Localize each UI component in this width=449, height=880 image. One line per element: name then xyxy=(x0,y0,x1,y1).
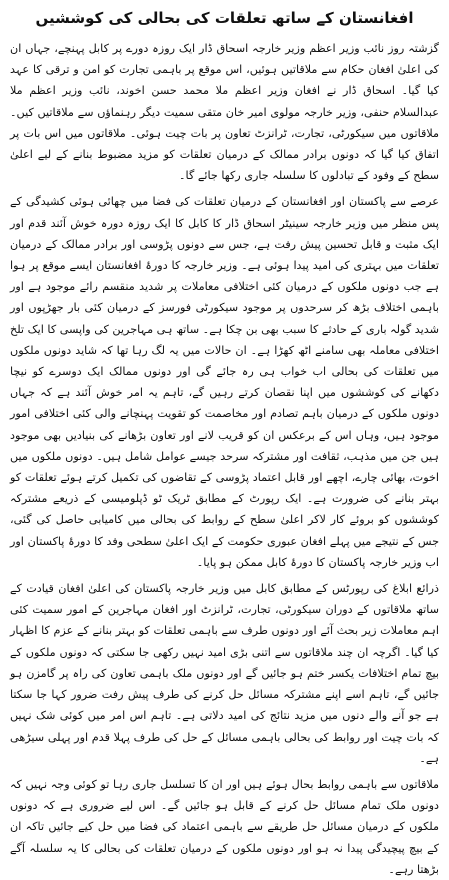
article-paragraph-1: گزشتہ روز نائب وزیر اعظم وزیر خارجہ اسحاق ڈار ایک روزہ دورے پر کابل پہنچے، جہاں ان کی اعلیٰ افغان حکام سے ملاقاتیں ہوئیں، اس موقع پر باہمی تجارت کو امن و ترقی کا عہد کیا گیا۔ اسحاق ڈار نے افغان وزیر اعظم ملا محمد حسن اخوند، نائب وزیر اعظم ملا عبدالسلام حنفی، وزیر خارجہ مولوی امیر خان متقی سمیت دیگر رہنماؤں سے ملاقاتیں کیں۔ ملاقاتوں میں سیکورٹی، تجارت، ٹرانزٹ تعاون پر بات چیت ہوئی۔ ملاقاتوں میں اس بات پر اتفاق کیا گیا کہ دونوں برادر ممالک کے درمیان تعلقات کو مزید مضبوط بنانے کے لیے اعلیٰ سطح کے وفود کے تبادلوں کا سلسلہ جاری رکھا جائے گا۔ xyxy=(10,42,439,183)
article-title: افغانستان کے ساتھ تعلقات کی بحالی کی کوششیں xyxy=(35,9,414,27)
article-paragraph-2: عرصے سے پاکستان اور افغانستان کے درمیان تعلقات کی فضا میں چھائی ہوئی کشیدگی کے پس منظر میں وزیر خارجہ سینیٹر اسحاق ڈار کا کابل کا ایک روزہ دورہ خوش آئند قدم اور ایک مثبت و قابل تحسین پیش رفت ہے، جس سے دونوں پڑوسی اور برادر ممالک کے درمیان تعلقات میں بہتری کی امید پیدا ہوئی ہے۔ وزیر خارجہ کا دورۂ افغانستان ایسے موقع پر ہوا ہے جب دونوں ملکوں کے درمیان کئی اختلافی معاملات پر شدید منقسم رائے موجود ہے اور باہمی اختلاف بڑھ کر سرحدوں پر موجود سیکورٹی فورسز کے درمیان کئی بار جھڑپوں اور شدید گولہ باری کے حادثے کا سبب بھی بن چکا ہے۔ ساتھ ہی مہاجرین کی واپسی کا ایک تلخ اختلافی معاملہ بھی سامنے اٹھ کھڑا ہے۔ ان حالات میں یہ لگ رہا تھا کہ شاید دونوں ملکوں میں تعلقات کی بحالی اب خواب ہی رہ جائے گی اور دونوں ممالک ایک دوسرے کو نیچا دکھانے کی کوششوں میں اپنا نقصان کرتے رہیں گے، تاہم یہ امر خوش آئند ہے کہ جہاں دونوں ملکوں کے درمیان باہم تصادم اور مخاصمت کو تقویت پہنچانے والی کئی اختلافی امور موجود ہیں، وہاں اس کے برعکس ان کو قریب لانے اور تعاون بڑھانے کی بنیادیں بھی موجود ہیں جن میں مذہب، ثقافت اور مشترکہ سرحد جیسے عوامل شامل ہیں۔ دونوں ملکوں میں اخوت، بھائی چارے، اچھے اور قابل اعتماد پڑوسی کے تقاضوں کی تکمیل کرتے ہوئے تعلقات کو بہتر بنانے کی ضرورت ہے۔ ایک رپورٹ کے مطابق ٹریک ٹو ڈپلومیسی کے ذریعے مشترکہ کوششوں کو بروئے کار لاکر اعلیٰ سطح کے روابط کی بحالی میں کامیابی حاصل کی گئی، جس کے نتیجے میں پہلے افغان عبوری حکومت کے ایک اعلیٰ سطحی وفد کا دورۂ پاکستان اور اب وزیر خارجہ پاکستان کا دورۂ کابل ممکن ہو پایا۔ xyxy=(10,195,439,569)
article-paragraph-4: ملاقاتوں سے باہمی روابط بحال ہوئے ہیں اور ان کا تسلسل جاری رہا تو کوئی وجہ نہیں کہ دونوں ملک تمام مسائل حل کرنے کے قابل ہو جائیں گے۔ اس لیے ضروری ہے کہ دونوں ملکوں کے درمیان مسائل حل طریقے سے باہمی اعتماد کی فضا میں حل کیے جائیں تاکہ ان کے بیچ پیچیدگی پیدا نہ ہو اور دونوں ملکوں کے درمیان تعلقات کی بحالی کا یہ سلسلہ آگے بڑھتا رہے۔ xyxy=(10,777,439,876)
article-paragraph-3: ذرائع ابلاغ کی رپورٹس کے مطابق کابل میں وزیر خارجہ پاکستان کی اعلیٰ افغان قیادت کے ساتھ ملاقاتوں کے دوران سیکورٹی، تجارت، ٹرانزٹ اور افغان مہاجرین کے امور سمیت کئی اہم معاملات زیر بحث آئے اور دونوں طرف سے باہمی تعلقات کو بہتر بنانے کے عزم کا اظہار کیا گیا۔ اگرچہ ان چند ملاقاتوں سے اتنی بڑی امید نہیں رکھی جا سکتی کہ دونوں ملکوں کے بیچ تمام اختلافات یکسر ختم ہو جائیں گے اور دونوں ملک باہمی تعاون کی راہ پر گامزن ہو جائیں گے، تاہم اسے اپنے مشترکہ مسائل حل کرنے کی طرف پیش رفت ضرور کہا جا سکتا ہے جو آنے والے دنوں میں مزید نتائج کی امید دلاتی ہے۔ تاہم اس امر میں کوئی شک نہیں کہ بات چیت اور روابط کی بحالی باہمی مسائل کے حل کی طرف پہلا قدم اور پہلی سیڑھی ہے۔ xyxy=(10,582,439,765)
